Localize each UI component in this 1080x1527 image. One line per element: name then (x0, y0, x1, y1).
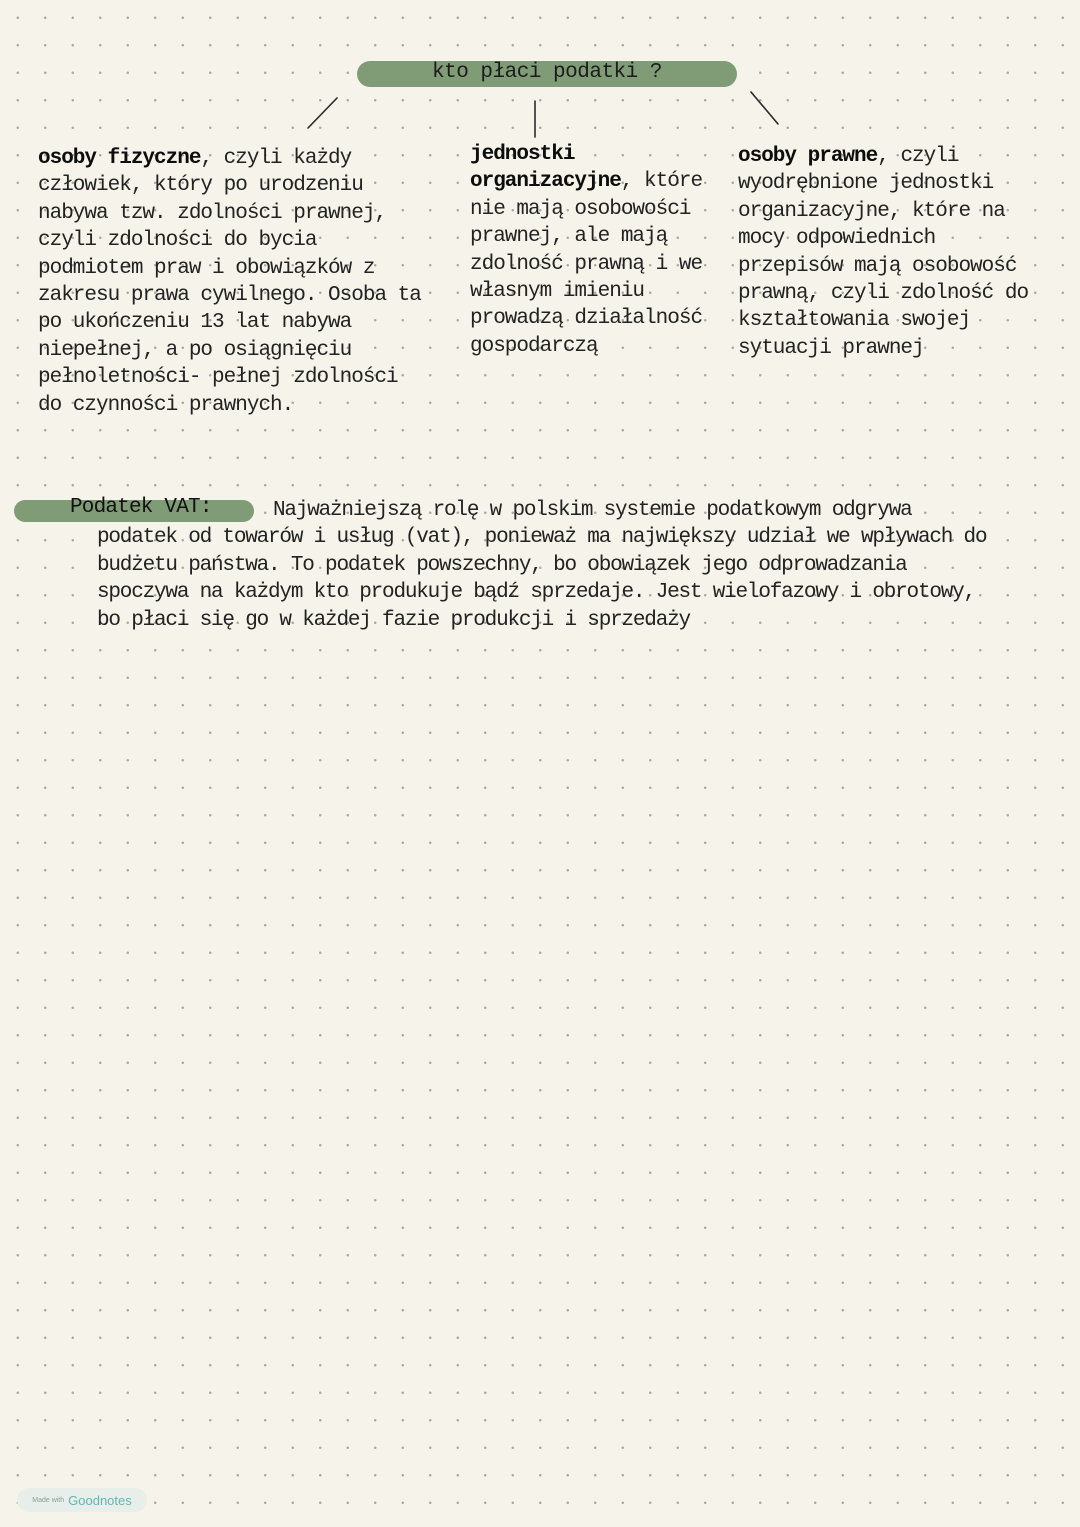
column-text: , czyli wyodrębnione jednostki organizacyjne, które na mocy odpowiednich przepisów mają osobowość prawną, czyli zdolność do kształtowania swojej sytuacji prawnej (738, 145, 1029, 360)
column-organizational-units (470, 141, 705, 360)
column-term: osoby fizyczne (38, 147, 201, 170)
goodnotes-brand: Goodnotes (68, 1492, 132, 1508)
made-with-text: Made with (32, 1496, 65, 1504)
column-term: osoby prawne (738, 145, 878, 168)
column-text: , które nie mają osobowości prawnej, ale mają zdolność prawną i we własnym imieniu prowadzą działalność gospodarczą (470, 170, 703, 358)
column-natural-persons (38, 145, 428, 419)
column-text: , czyli każdy człowiek, który po urodzeniu nabywa tzw. zdolności prawnej, czyli zdolności do bycia podmiotem praw i obowiązków z zakresu prawa cywilnego. Osoba ta po ukończeniu 13 lat nabywa niepełnej, a po osiągnięciu pełnoletności- pełnej zdolności do czynności prawnych. (38, 147, 421, 417)
column-legal-persons (738, 143, 1038, 362)
goodnotes-badge (17, 1488, 147, 1512)
page-title: kto płaci podatki ? (432, 61, 662, 84)
vat-paragraph: Najważniejszą rolę w polskim systemie podatkowym odgrywa podatek od towarów i usług (vat), ponieważ ma największy udział we wpływach do budżetu państwa. To podatek powszechny, bo obowiązek jego odprowadzania spoczywa na każdym kto produkuje bądź sprzedaje. Jest wielofazowy i obrotowy, bo płaci się go w każdej fazie produkcji i sprzedaży (97, 499, 987, 632)
column-term: jednostki organizacyjne (470, 143, 621, 194)
connector-left (308, 98, 337, 128)
vat-label: Podatek VAT: (70, 496, 212, 519)
connector-right (751, 92, 778, 124)
